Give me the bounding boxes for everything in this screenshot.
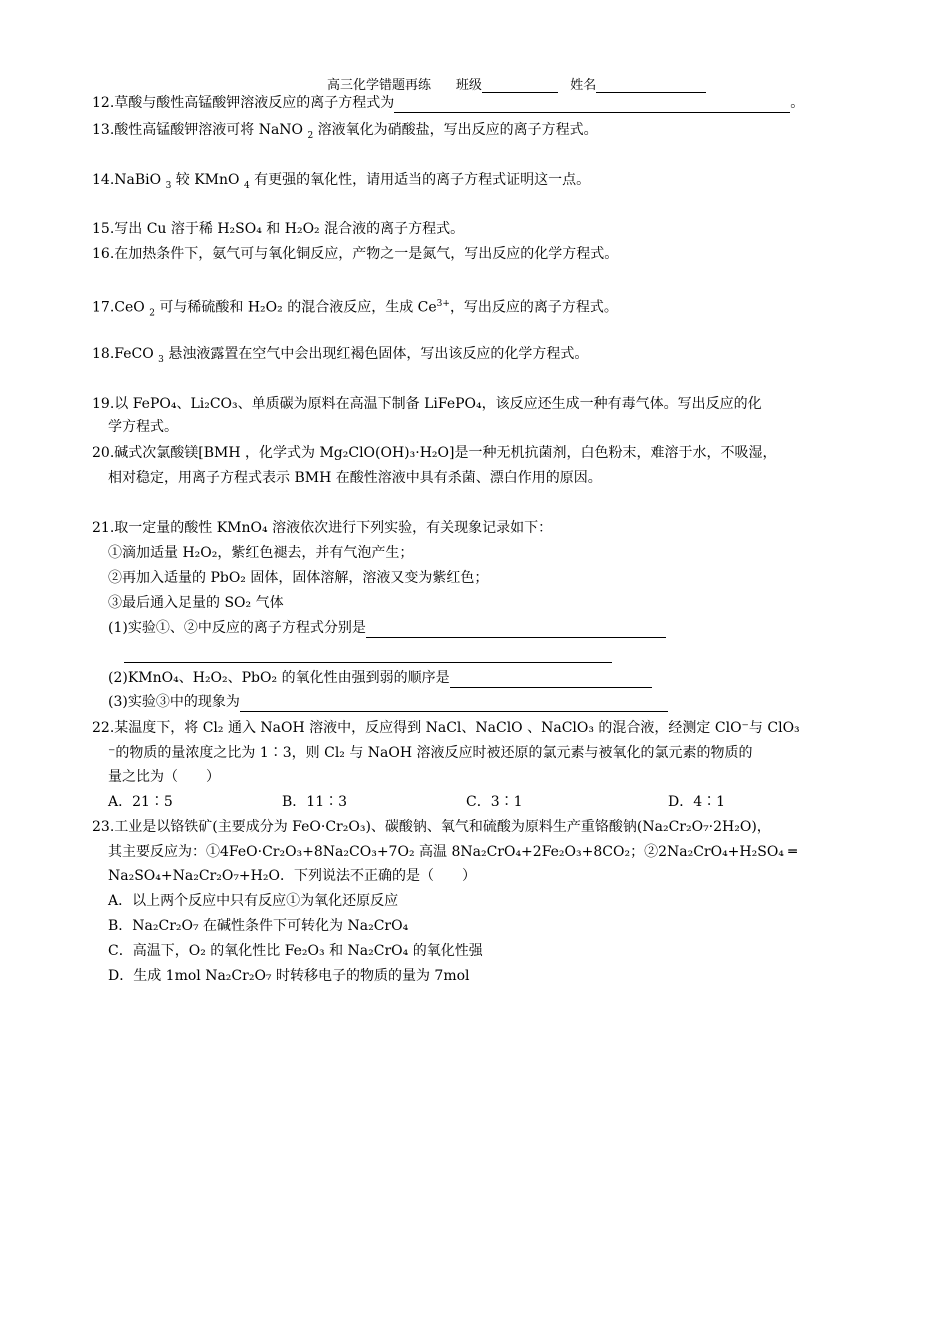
question-12-text: 12.草酸与酸性高锰酸钾溶液反应的离子方程式为 xyxy=(92,95,395,111)
answer-blank-21-2[interactable] xyxy=(450,671,652,688)
name-blank[interactable] xyxy=(596,78,706,93)
q14-sub-1: 3 xyxy=(165,180,172,191)
q13-part-c: 溶液氧化为硝酸盐，写出反应的离子方程式。 xyxy=(313,122,598,138)
question-19-line-1: 19.以 FePO₄、Li₂CO₃、单质碳为原料在高温下制备 LiFePO₄，该反应还生成一种有毒气体。写出反应的化 xyxy=(92,396,762,412)
question-16: 16.在加热条件下，氨气可与氧化铜反应，产物之一是氮气，写出反应的化学方程式。 xyxy=(92,246,619,262)
question-12 xyxy=(92,93,804,113)
question-14 xyxy=(92,170,590,196)
q14-part-e: 有更强的氧化性，请用适当的离子方程式证明这一点。 xyxy=(249,172,591,188)
question-21-part-3 xyxy=(108,692,668,712)
name-label: 姓名 xyxy=(570,78,597,93)
class-label: 班级 xyxy=(455,78,482,93)
q17-part-a: 17.CeO xyxy=(92,299,150,316)
q13-sub: 2 xyxy=(307,130,314,141)
question-19-line-2: 学方程式。 xyxy=(108,419,178,435)
q18-sub: 3 xyxy=(158,354,164,365)
q22-option-d[interactable]: D．4∶1 xyxy=(668,794,726,810)
q22-option-b[interactable]: B．11∶3 xyxy=(282,794,348,810)
q13-part-a: 13.酸性高锰酸钾溶液可将 NaNO xyxy=(92,122,308,138)
question-21-step-1: ①滴加适量 H₂O₂，紫红色褪去，并有气泡产生； xyxy=(108,545,414,561)
question-21-part-2 xyxy=(108,668,652,688)
question-23-line-2: 其主要反应为：①4FeO·Cr₂O₃+8Na₂CO₃+7O₂ 高温 8Na₂CrO₄+2Fe₂O₃+8CO₂；②2Na₂CrO₄+H₂SO₄ ═ xyxy=(108,844,797,860)
q18-part-c: 悬浊液露置在空气中会出现红褐色固体，写出该反应的化学方程式。 xyxy=(163,346,589,362)
q23-option-a[interactable]: A．以上两个反应中只有反应①为氧化还原反应 xyxy=(108,893,399,909)
question-17 xyxy=(92,294,618,323)
q14-sub-2: 4 xyxy=(243,180,250,191)
question-13 xyxy=(92,120,598,146)
q22-option-a[interactable]: A．21∶5 xyxy=(108,794,173,810)
q17-part-e: ，写出反应的离子方程式。 xyxy=(449,299,618,316)
question-23-line-1: 23.工业是以铬铁矿(主要成分为 FeO·Cr₂O₃)、碳酸钠、氧气和硫酸为原料生产重铬酸钠(Na₂Cr₂O₇·2H₂O)， xyxy=(92,819,771,835)
q23-option-d[interactable]: D．生成 1mol Na₂Cr₂O₇ 时转移电子的物质的量为 7mol xyxy=(108,968,470,984)
q17-sub: 2 xyxy=(149,308,155,319)
question-21-part-1-cont xyxy=(108,643,612,663)
q14-part-c: 较 KMnO xyxy=(171,172,244,188)
page-header xyxy=(327,74,706,93)
answer-blank-12[interactable] xyxy=(394,96,790,113)
answer-blank-21-1a[interactable] xyxy=(366,621,666,638)
q22-option-c[interactable]: C．3∶1 xyxy=(466,794,523,810)
q14-part-a: 14.NaBiO xyxy=(92,172,166,188)
question-22-line-3: 量之比为（ ） xyxy=(108,769,220,785)
worksheet-title: 高三化学错题再练 xyxy=(327,78,432,93)
answer-blank-21-1b[interactable] xyxy=(124,646,612,663)
question-18 xyxy=(92,344,588,370)
question-21-part-1 xyxy=(108,618,666,638)
q18-part-a: 18.FeCO xyxy=(92,346,159,362)
q21-part-2-text: (2)KMnO₄、H₂O₂、PbO₂ 的氧化性由强到弱的顺序是 xyxy=(108,670,450,686)
q21-part-3-text: (3)实验③中的现象为 xyxy=(108,694,240,710)
q23-option-b[interactable]: B．Na₂Cr₂O₇ 在碱性条件下可转化为 Na₂CrO₄ xyxy=(108,918,409,934)
q17-part-c: 可与稀硫酸和 H₂O₂ 的混合液反应，生成 Ce xyxy=(154,299,437,316)
question-20-line-1: 20.碱式次氯酸镁[BMH ，化学式为 Mg₂ClO(OH)₃·H₂O]是一种无机抗菌剂，白色粉末，难溶于水，不吸湿， xyxy=(92,445,777,461)
question-20-line-2: 相对稳定，用离子方程式表示 BMH 在酸性溶液中具有杀菌、漂白作用的原因。 xyxy=(108,470,602,486)
question-21-step-2: ②再加入适量的 PbO₂ 固体，固体溶解，溶液又变为紫红色； xyxy=(108,570,489,586)
question-23-line-3: Na₂SO₄+Na₂Cr₂O₇+H₂O．下列说法不正确的是（ ） xyxy=(108,868,476,884)
answer-blank-21-3[interactable] xyxy=(240,695,668,712)
q17-sup: 3+ xyxy=(436,299,450,309)
question-22-line-2: ⁻的物质的量浓度之比为 1∶3，则 Cl₂ 与 NaOH 溶液反应时被还原的氯元素与被氧化的氯元素的物质的 xyxy=(108,745,753,761)
class-blank[interactable] xyxy=(482,78,558,93)
question-22-line-1: 22.某温度下，将 Cl₂ 通入 NaOH 溶液中，反应得到 NaCl、NaClO 、NaClO₃ 的混合液，经测定 ClO⁻与 ClO₃ xyxy=(92,720,800,736)
question-21-step-3: ③最后通入足量的 SO₂ 气体 xyxy=(108,595,284,611)
q23-option-c[interactable]: C．高温下，O₂ 的氧化性比 Fe₂O₃ 和 Na₂CrO₄ 的氧化性强 xyxy=(108,943,483,959)
question-21-stem: 21.取一定量的酸性 KMnO₄ 溶液依次进行下列实验，有关现象记录如下： xyxy=(92,520,553,536)
q21-part-1-text: (1)实验①、②中反应的离子方程式分别是 xyxy=(108,620,366,636)
question-12-end: 。 xyxy=(790,95,805,111)
question-15: 15.写出 Cu 溶于稀 H₂SO₄ 和 H₂O₂ 混合液的离子方程式。 xyxy=(92,221,465,237)
